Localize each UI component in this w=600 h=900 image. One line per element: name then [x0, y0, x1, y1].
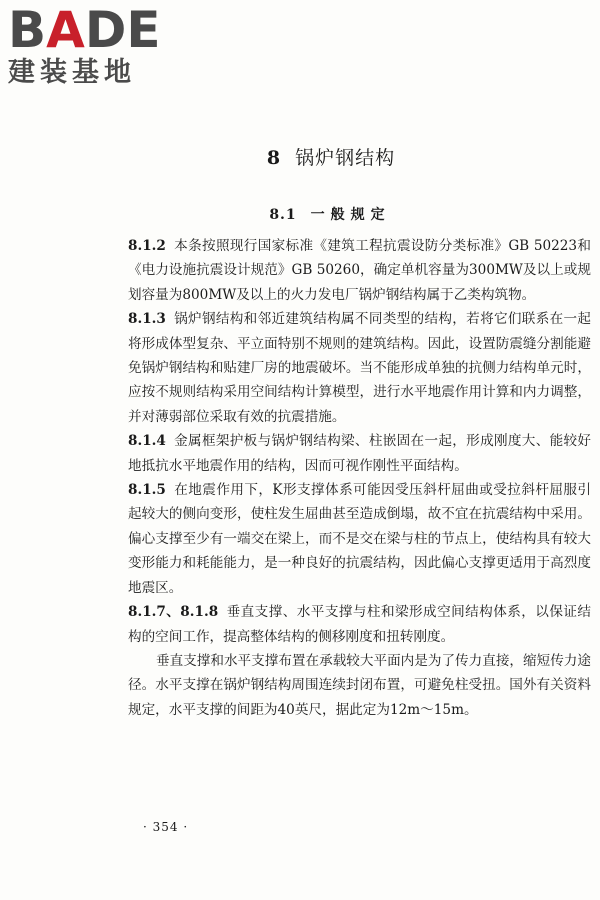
clause-8-1-7-8	[128, 600, 591, 649]
clause-text: 金属框架护板与锅炉钢结构梁、柱嵌固在一起，形成刚度大、能较好地抵抗水平地震作用的结构，因而可视作刚性平面结构。	[128, 433, 591, 474]
continuation-paragraph: 垂直支撑和水平支撑布置在承载较大平面内是为了传力直接，缩短传力途径。水平支撑在锅炉钢结构周围连续封闭布置，可避免柱受扭。国外有关资料规定，水平支撑的间距为40英尺，据此定为12m～15m。	[128, 652, 591, 718]
clause-number: 8.1.5	[128, 482, 166, 499]
chapter-number: 8	[266, 147, 282, 169]
clause-number: 8.1.7、8.1.8	[128, 604, 219, 621]
logo-tagline: 建装基地	[8, 57, 136, 88]
clause-text: 锅炉钢结构和邻近建筑结构属不同类型的结构，若将它们联系在一起将形成体型复杂、平立面特别不规则的建筑结构。因此，设置防震缝分割能避免锅炉钢结构和贴建厂房的地震破坏。当不能形成单独的抗侧力结构单元时，应按不规则结构采用空间结构计算模型，进行水平地震作用计算和内力调整，并对薄弱部位采取有效的抗震措施。	[128, 311, 591, 425]
clause-text: 在地震作用下，K形支撑体系可能因受压斜杆屈曲或受拉斜杆屈服引起较大的侧向变形，使柱发生屈曲甚至造成倒塌，故不宜在抗震结构中采用。偏心支撑至少有一端交在梁上，而不是交在梁与柱的节点上，使结构具有较大变形能力和耗能能力，是一种良好的抗震结构，因此偏心支撑更适用于高烈度地震区。	[128, 482, 591, 596]
clause-8-1-2	[128, 234, 591, 307]
bade-logo	[8, 1, 178, 88]
section-number: 8.1	[269, 207, 297, 223]
clause-number: 8.1.2	[128, 238, 166, 254]
section-title-text: 一般规定	[310, 207, 391, 223]
logo-brand-text: BADE	[8, 1, 161, 59]
clause-number: 8.1.4	[128, 433, 166, 450]
logo-brand	[8, 1, 178, 59]
chapter-title-text: 锅炉钢结构	[295, 147, 396, 169]
page-number: · 354 ·	[143, 820, 189, 834]
clause-8-1-3	[128, 307, 591, 429]
clause-8-1-5	[128, 478, 591, 600]
document-body	[128, 234, 591, 722]
chapter-title	[0, 143, 600, 170]
section-title	[0, 204, 600, 224]
clause-8-1-4	[128, 429, 591, 478]
clause-text: 本条按照现行国家标准《建筑工程抗震设防分类标准》GB 50223和《电力设施抗震设计规范》GB 50260，确定单机容量为300MW及以上或规划容量为800MW及以上的火力发电厂锅炉钢结构属于乙类构筑物。	[128, 238, 591, 303]
clause-text: 垂直支撑、水平支撑与柱和梁形成空间结构体系，以保证结构的空间工作，提高整体结构的侧移刚度和扭转刚度。	[128, 604, 591, 645]
clause-number: 8.1.3	[128, 311, 166, 328]
